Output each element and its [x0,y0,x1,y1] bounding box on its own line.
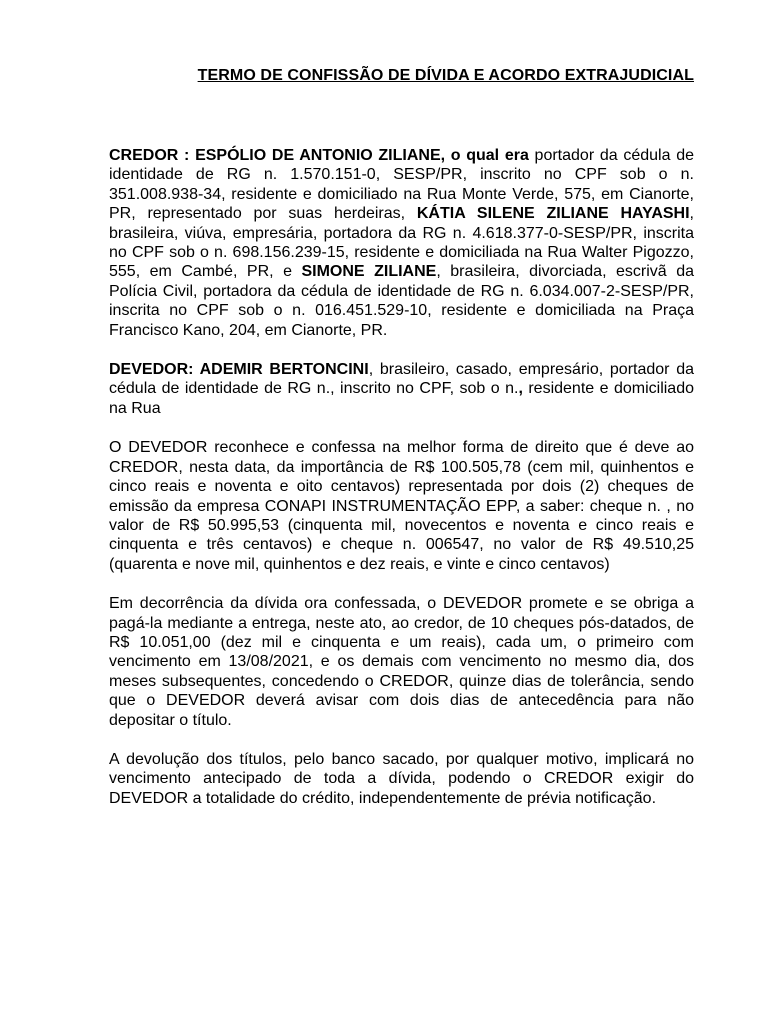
credor-paragraph [109,146,694,340]
devedor-text-1: , brasileiro, casado, empresário, portador da cédula de identidade de RG n., inscrito no CPF, sob o n. [109,361,695,398]
devedor-comma: , [518,380,523,398]
credor-heir-1: KÁTIA SILENE ZILIANE HAYASHI [416,205,690,223]
credor-label: CREDOR : ESPÓLIO DE ANTONIO ZILIANE, o qual era [109,147,529,164]
document-title: TERMO DE CONFISSÃO DE DÍVIDA E ACORDO EXTRAJUDICIAL [197,67,694,84]
confissao-paragraph: O DEVEDOR reconhece e confessa na melhor forma de direito que é deve ao CREDOR, nesta data, da importância de R$ 100.505,78 (cem mil, quinhentos e cinco reais e noventa e oito centavos) representada por dois (2) cheques de emissão da empresa CONAPI INSTRUMENTAÇÃO EPP, a saber: cheque n. , no valor de R$ 50.995,53 (cinquenta mil, novecentos e noventa e cinco reais e cinquenta e três centavos) e cheque n. 006547, no valor de R$ 49.510,25 (quarenta e nove mil, quinhentos e dez reais, e vinte e cinco centavos) [109,439,694,573]
document-page [109,66,694,828]
credor-heir-2: SIMONE ZILIANE [301,263,437,281]
devolucao-paragraph: A devolução dos títulos, pelo banco sacado, por qualquer motivo, implicará no vencimento antecipado de toda a dívida, podendo o CREDOR exigir do DEVEDOR a totalidade do crédito, independentemente de prévia notificação. [109,750,694,807]
credor-text-2: , brasileira, viúva, empresária, portadora da RG n. 4.618.377-0-SESP/PR, inscrita no CPF sob o n. 698.156.239-15, residente e domiciliada na Rua Walter Pigozzo, 555, em Cambé, PR, e [109,205,694,281]
devedor-paragraph [109,360,694,418]
devedor-label: DEVEDOR: ADEMIR BERTONCINI [109,361,369,379]
pagamento-paragraph: Em decorrência da dívida ora confessada, o DEVEDOR promete e se obriga a pagá-la mediante a entrega, neste ato, ao credor, de 10 cheques pós-datados, de R$ 10.051,00 (dez mil e cinquenta e um reais), cada um, o primeiro com vencimento em 13/08/2021, e os demais com vencimento no mesmo dia, dos meses subsequentes, concedendo o CREDOR, quinze dias de tolerância, sendo que o DEVEDOR deverá avisar com dois dias de antecedência para não depositar o título. [109,595,694,729]
credor-text-1: portador da cédula de identidade de RG n. 1.570.151-0, SESP/PR, inscrito no CPF sob o n. 351.008.938-34, residente e domiciliado na Rua Monte Verde, 575, em Cianorte, PR, representado por suas herdeiras, [109,147,694,223]
credor-text-3: , brasileira, divorciada, escrivã da Polícia Civil, portadora da cédula de identidade de RG n. 6.034.007-2-SESP/PR, inscrita no CPF sob o n. 016.451.529-10, residente e domiciliada na Praça Francisco Kano, 204, em Cianorte, PR. [109,263,695,339]
devedor-text-2: residente e domiciliado na Rua [109,380,694,417]
